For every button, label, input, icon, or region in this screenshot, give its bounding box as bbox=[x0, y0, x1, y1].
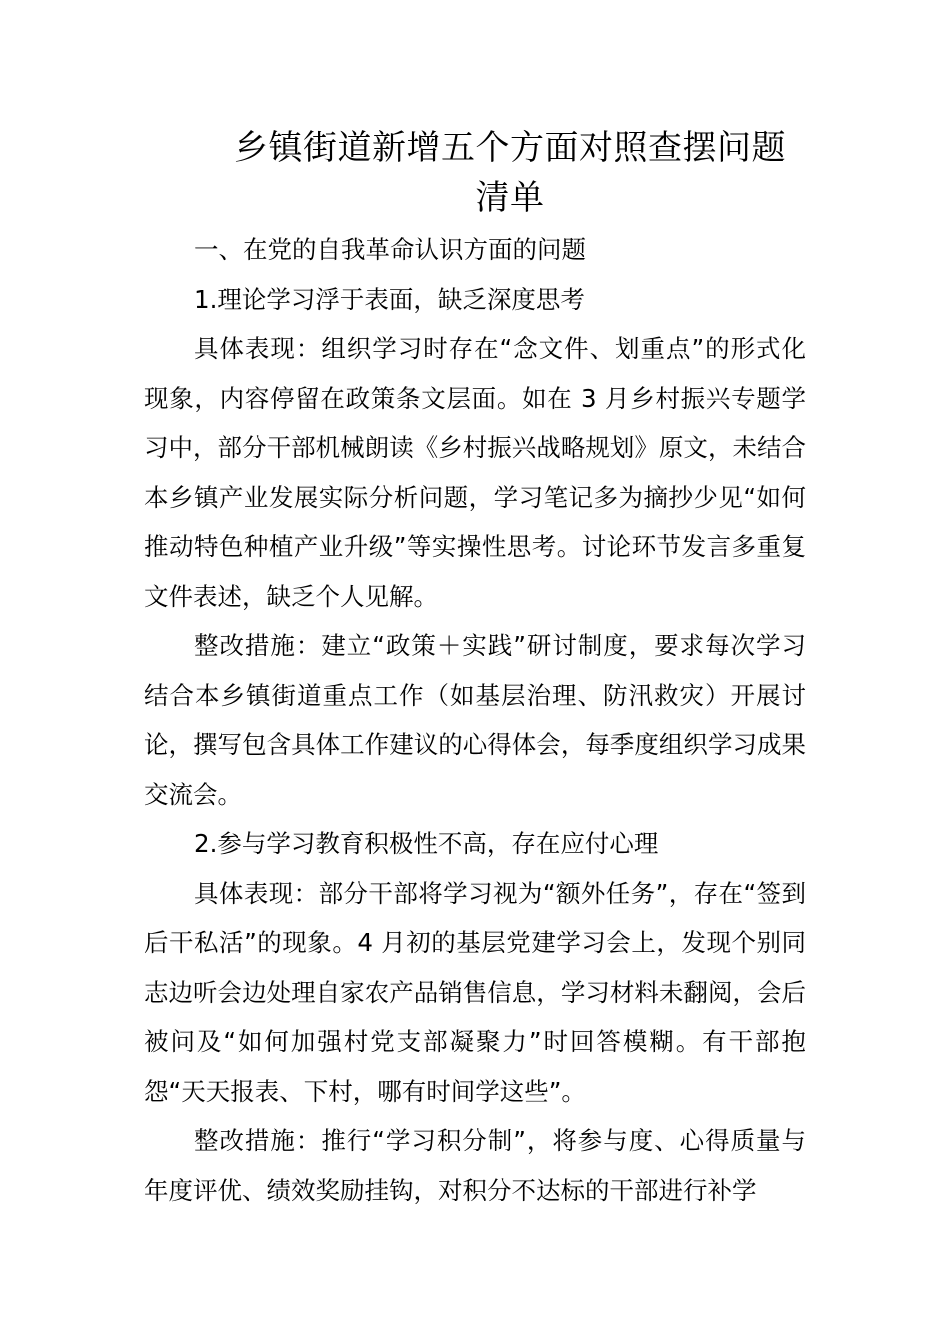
problem-heading-1: 1.理论学习浮于表面，缺乏深度思考 bbox=[194, 284, 585, 314]
problem-1-rectification: 整改措施：建立“政策＋实践”研讨制度，要求每次学习结合本乡镇街道重点工作（如基层治理、防汛救灾）开展讨论，撰写包含具体工作建议的心得体会，每季度组织学习成果交流会。 bbox=[144, 631, 806, 809]
document-title bbox=[140, 123, 880, 223]
title-line-2: 清单 bbox=[475, 178, 545, 218]
problem-2-manifestation: 具体表现：部分干部将学习视为“额外任务”，存在“签到后干私活”的现象。4 月初的基层党建学习会上，发现个别同志边听会边处理自家农产品销售信息，学习材料未翻阅，会后被问及“如何加强村党支部凝聚力”时回答模糊。有干部抱怨“天天报表、下村，哪有时间学这些”。 bbox=[144, 878, 806, 1106]
document-body bbox=[144, 225, 806, 1215]
problem-1-manifestation: 具体表现：组织学习时存在“念文件、划重点”的形式化现象，内容停留在政策条文层面。如在 3 月乡村振兴专题学习中，部分干部机械朗读《乡村振兴战略规划》原文，未结合本乡镇产业发展实际分析问题，学习笔记多为摘抄少见“如何推动特色种植产业升级”等实操性思考。讨论环节发言多重复文件表述，缺乏个人见解。 bbox=[144, 334, 806, 611]
section-heading: 一、在党的自我革命认识方面的问题 bbox=[194, 235, 586, 264]
title-line-1: 乡镇街道新增五个方面对照查摆问题 bbox=[234, 128, 786, 168]
problem-heading-2: 2.参与学习教育积极性不高，存在应付心理 bbox=[194, 829, 659, 858]
problem-2-rectification: 整改措施：推行“学习积分制”，将参与度、心得质量与年度评优、绩效奖励挂钩，对积分不达标的干部进行补学 bbox=[144, 1126, 806, 1205]
